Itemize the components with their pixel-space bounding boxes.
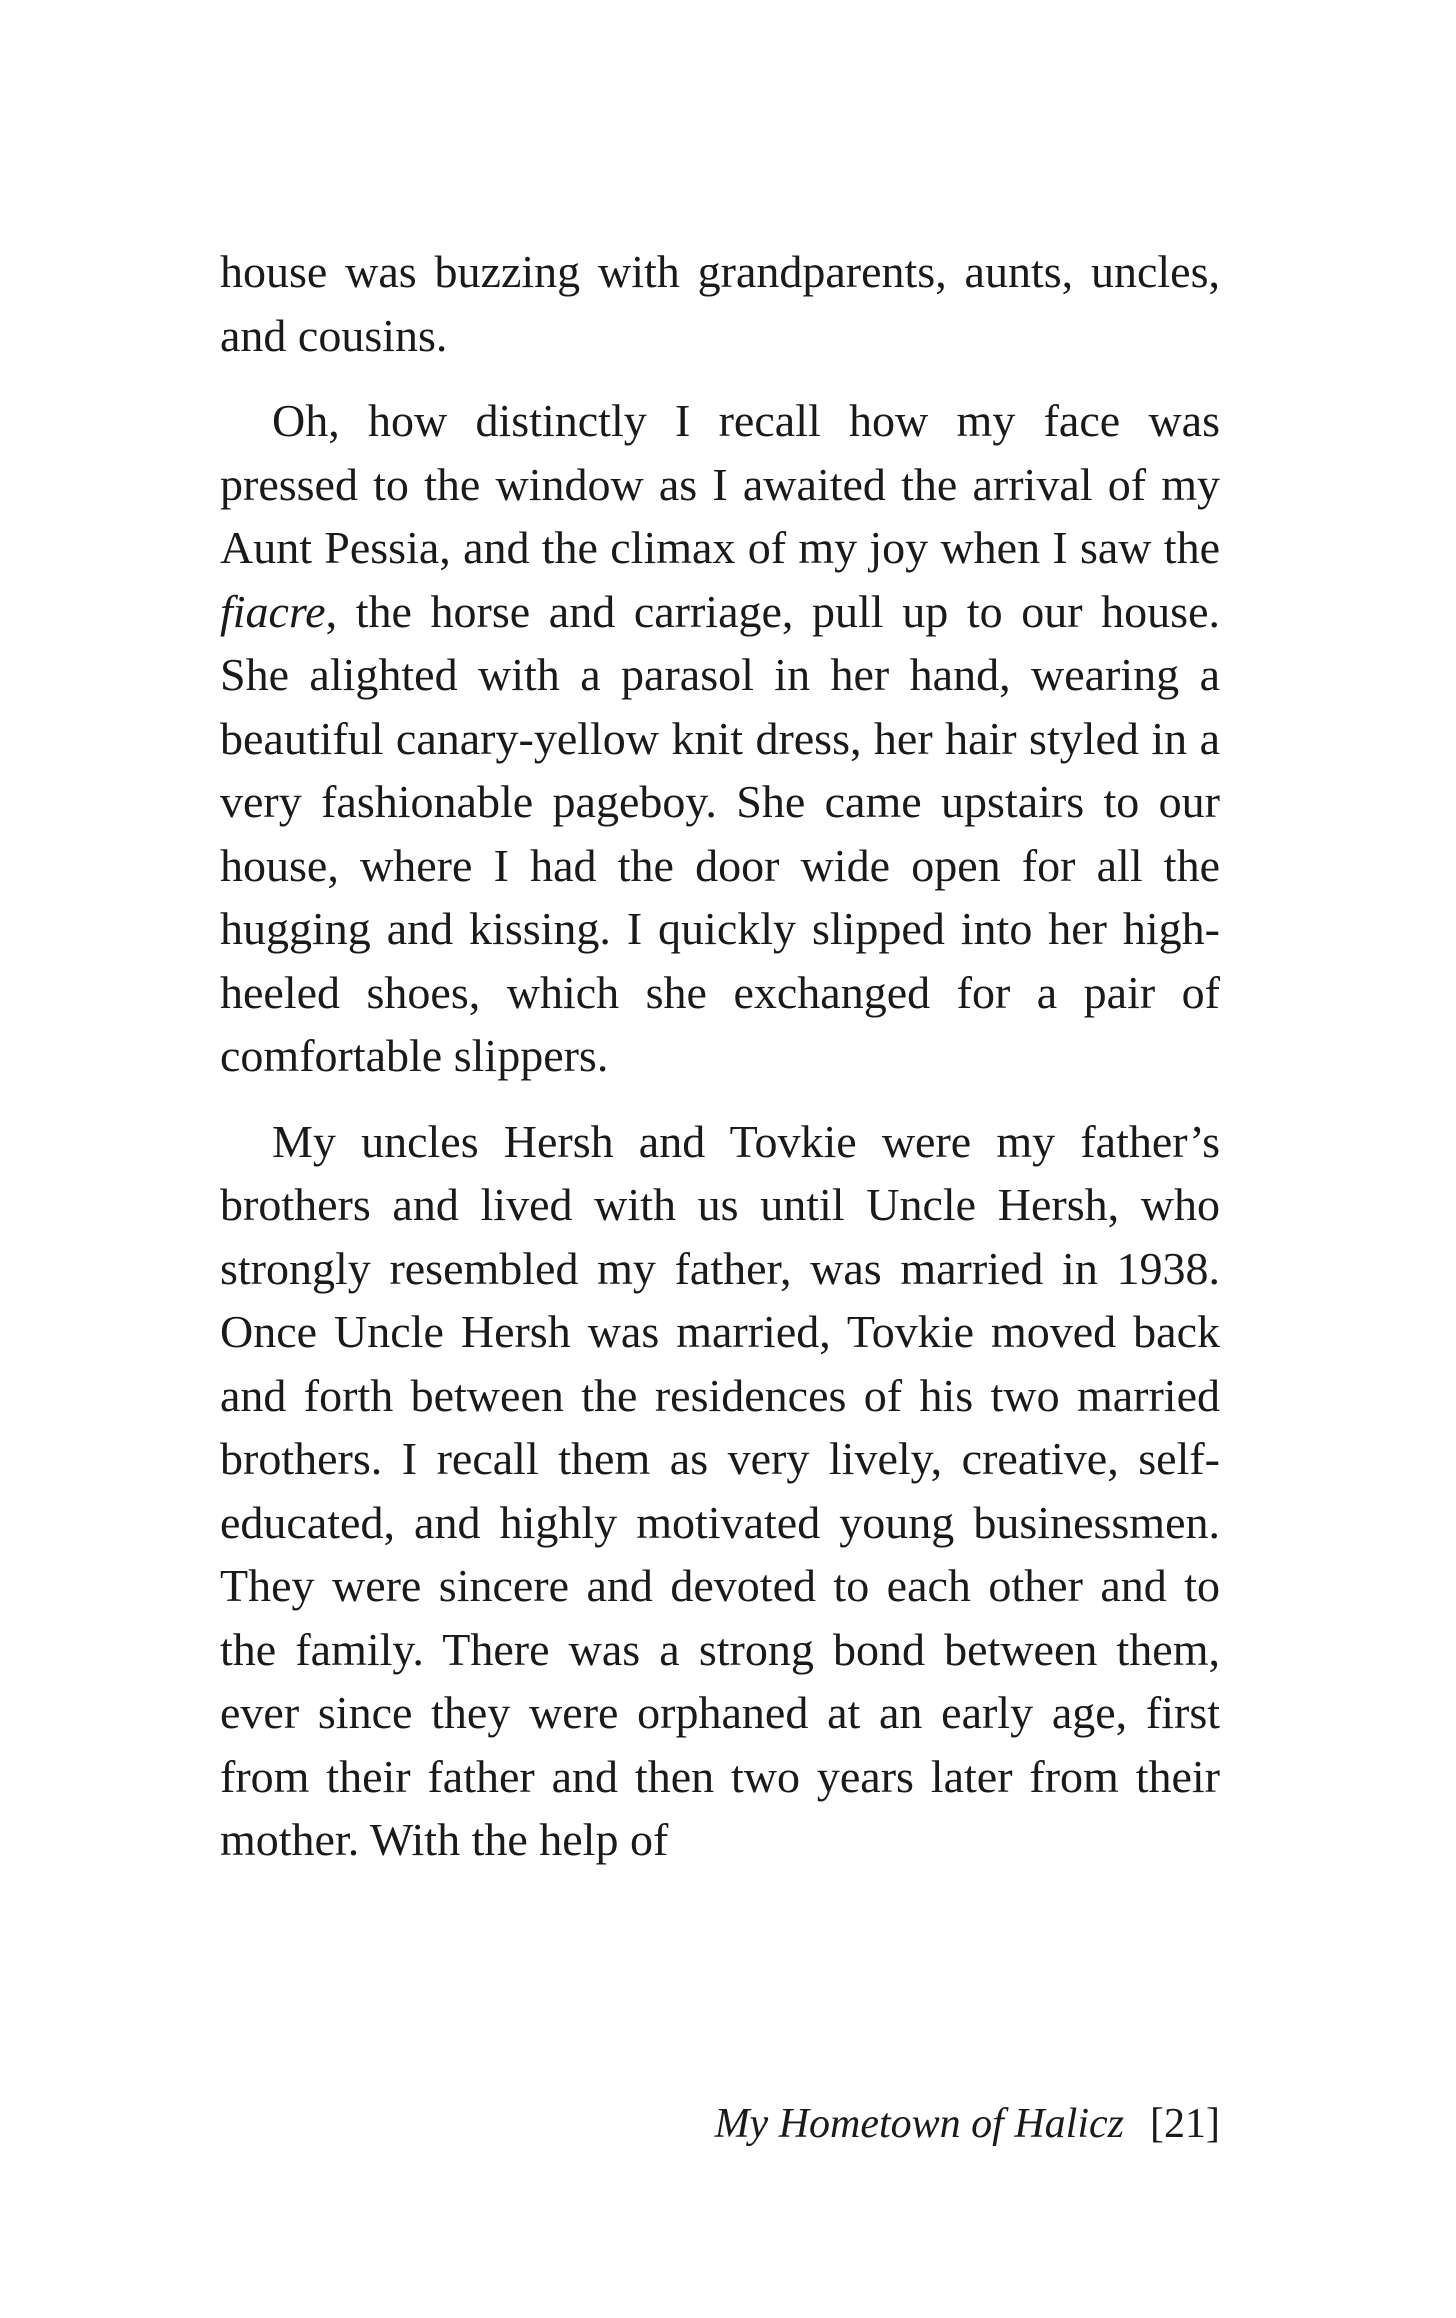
italic-term: fiacre (220, 585, 326, 637)
running-title: My Hometown of Halicz (714, 2101, 1125, 2147)
page-number: [21] (1150, 2101, 1220, 2147)
paragraph (220, 1110, 1220, 1872)
paragraph (220, 389, 1220, 1088)
text-segment: My uncles Hersh and Tovkie were my father’s brothers and lived with us until Uncle Hersh, who strongly resembled my father, was married in 1938. Once Uncle Hersh was married, Tovkie moved back and forth between the residences of his two married brothers. I recall them as very lively, creative, self-educated, and highly motivated young businessmen. They were sincere and devoted to each other and to the family. There was a strong bond between them, ever since they were orphaned at an early age, first from their father and then two years later from their mother. With the help of (220, 1115, 1220, 1865)
text-segment: Oh, how distinctly I recall how my face was pressed to the window as I awaited the arrival of my Aunt Pessia, and the climax of my joy when I saw the (220, 395, 1220, 573)
body-text (220, 240, 1220, 1872)
paragraph (220, 240, 1220, 367)
page-footer (715, 2100, 1220, 2148)
text-segment: , the horse and carriage, pull up to our house. She alighted with a parasol in her hand, wearing a beautiful canary-yellow knit dress, her hair styled in a very fashionable pageboy. She came upstairs to our house, where I had the door wide open for all the hugging and kissing. I quickly slipped into her high-heeled shoes, which she exchanged for a pair of comfortable slippers. (220, 585, 1220, 1081)
text-segment: house was buzzing with grandparents, aunts, uncles, and cousins. (220, 246, 1220, 361)
